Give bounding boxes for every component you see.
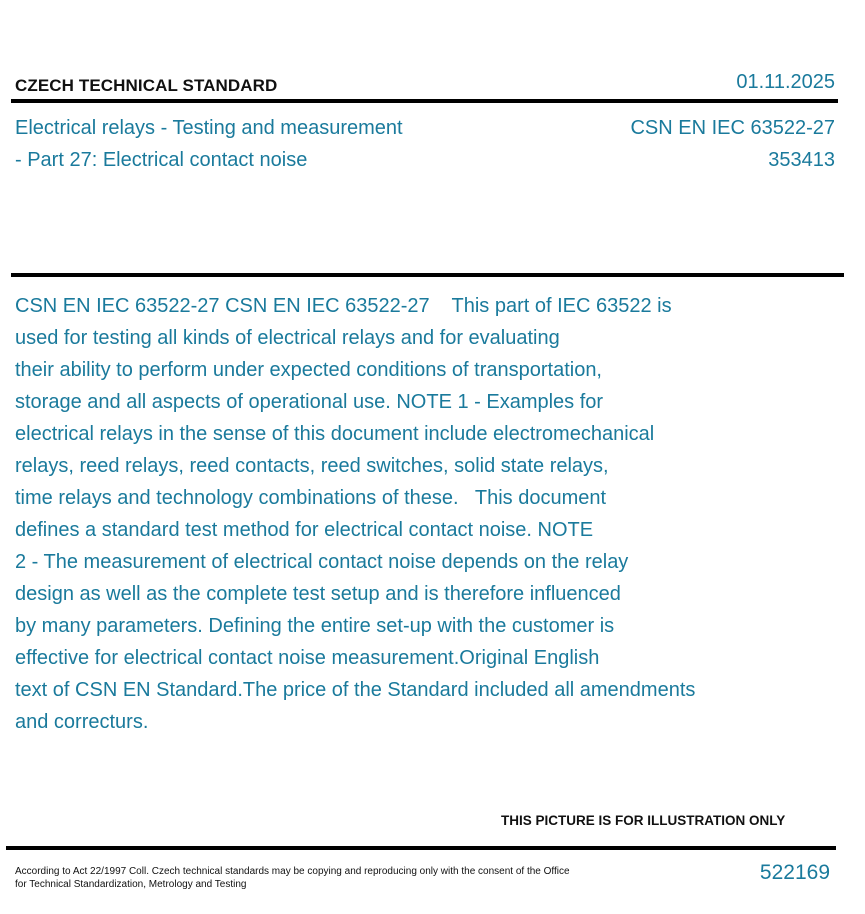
illustration-disclaimer: THIS PICTURE IS FOR ILLUSTRATION ONLY: [501, 813, 786, 828]
abstract-line: time relays and technology combinations of these. This document: [15, 487, 607, 509]
document-type-heading: CZECH TECHNICAL STANDARD: [15, 76, 278, 95]
legal-notice-line-2: for Technical Standardization, Metrology and Testing: [15, 879, 247, 890]
footer-rule: [6, 846, 836, 850]
document-id: 522169: [759, 861, 830, 884]
catalog-number: 353413: [768, 149, 835, 171]
legal-notice-line-1: According to Act 22/1997 Coll. Czech technical standards may be copying and reproducing only with the consent of the Office: [15, 866, 570, 877]
legal-notice: [15, 865, 570, 891]
abstract-line: CSN EN IEC 63522-27 CSN EN IEC 63522-27 This part of IEC 63522 is: [15, 295, 672, 317]
abstract-line: by many parameters. Defining the entire set-up with the customer is: [15, 615, 615, 637]
publication-date: 01.11.2025: [736, 71, 835, 93]
standard-title-line-1: Electrical relays - Testing and measurement: [15, 117, 403, 139]
abstract-line: text of CSN EN Standard.The price of the Standard included all amendments: [15, 679, 696, 701]
abstract-line: design as well as the complete test setup and is therefore influenced: [15, 583, 621, 605]
abstract-text: [15, 290, 765, 738]
abstract-line: relays, reed relays, reed contacts, reed switches, solid state relays,: [15, 455, 609, 477]
title-rule: [11, 273, 844, 277]
abstract-line: 2 - The measurement of electrical contact noise depends on the relay: [15, 551, 629, 573]
standard-title-line-2: - Part 27: Electrical contact noise: [15, 149, 308, 171]
header-rule: [11, 99, 838, 103]
abstract-line: effective for electrical contact noise measurement.Original English: [15, 647, 600, 669]
abstract-line: storage and all aspects of operational use. NOTE 1 - Examples for: [15, 391, 604, 413]
abstract-line: and correcturs.: [15, 711, 149, 733]
abstract-line: electrical relays in the sense of this document include electromechanical: [15, 423, 655, 445]
abstract-line: used for testing all kinds of electrical relays and for evaluating: [15, 327, 560, 349]
abstract-line: their ability to perform under expected conditions of transportation,: [15, 359, 602, 381]
standard-code: CSN EN IEC 63522-27: [630, 117, 835, 139]
abstract-line: defines a standard test method for electrical contact noise. NOTE: [15, 519, 594, 541]
